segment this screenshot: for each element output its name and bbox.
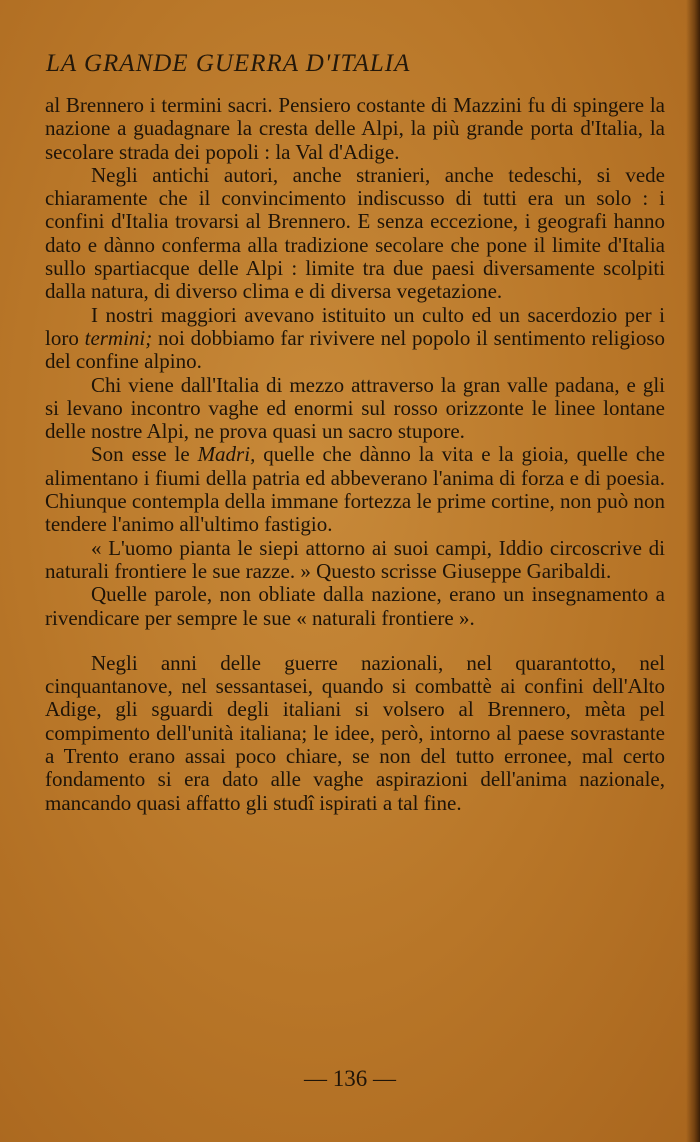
paragraph-5-text-end: quelle che dànno la vita e la gioia, quelle che alimentano i fiumi della patria ed abbeverano l'anima di forza e di poesia. Chiunque contempla della immane fortezza le prime cortine, non può non tendere l'animo all'ultimo fastigio. (45, 442, 665, 537)
paragraph-5-text: Son esse le (91, 442, 198, 467)
paragraph-7: Quelle parole, non obliate dalla nazione, erano un insegnamento a rivendicare per sempre le sue « naturali frontiere ». (45, 582, 665, 630)
paragraph-3 (45, 304, 665, 374)
paragraph-5-emphasis: Madri, (197, 442, 256, 467)
body-text (45, 94, 665, 815)
running-head: LA GRANDE GUERRA D'ITALIA (46, 50, 411, 77)
paragraph-3-text: I nostri maggiori avevano istituito un culto ed un sacerdozio per i loro (45, 302, 665, 350)
paragraph-2: Negli antichi autori, anche stranieri, anche tedeschi, si vede chiaramente che il convincimento indiscusso di tutti era un solo : i confini d'Italia trovarsi al Brennero. E senza eccezione, i geografi hanno dato e dànno conferma alla tradizione secolare che pone il limite d'Italia sullo spartiacque delle Alpi : limite tra due paesi diversamente scolpiti dalla natura, di diverso clima e di diversa vegetazione. (45, 162, 665, 304)
paragraph-1: al Brennero i termini sacri. Pensiero costante di Mazzini fu di spingere la nazione a guadagnare la cresta delle Alpi, la più grande porta d'Italia, la secolare strada dei popoli : la Val d'Adige. (45, 93, 665, 164)
paragraph-6-quote: « L'uomo pianta le siepi attorno ai suoi campi, Iddio circoscrive di naturali frontiere le sue razze. » Questo scrisse Giuseppe Garibaldi. (45, 535, 665, 583)
page-number: — 136 — (304, 1066, 396, 1091)
paragraph-3-emphasis: termini; (84, 325, 153, 350)
paragraph-8: Negli anni delle guerre nazionali, nel quarantotto, nel cinquantanove, nel sessantasei, quando si combattè ai confini dell'Alto Adige, gli sguardi degli italiani si volsero al Brennero, mèta pel compimento dell'unità italiana; le idee, però, intorno al paese sovrastante a Trento erano assai poco chiare, se non del tutto erronee, mal certo fondamento si era dato alle vaghe aspirazioni dell'anima nazionale, mancando quasi affatto gli studî ispirati a tal fine. (45, 650, 665, 815)
paragraph-5 (45, 443, 665, 536)
page-edge-shadow (686, 0, 700, 1142)
paragraph-3-text-end: noi dobbiamo far rivivere nel popolo il sentimento religioso del confine alpino. (45, 325, 665, 374)
paragraph-4: Chi viene dall'Italia di mezzo attraverso la gran valle padana, e gli si levano incontro vaghe ed enormi sul rosso orizzonte le linee lontane delle nostre Alpi, ne prova quasi un sacro stupore. (45, 372, 665, 444)
